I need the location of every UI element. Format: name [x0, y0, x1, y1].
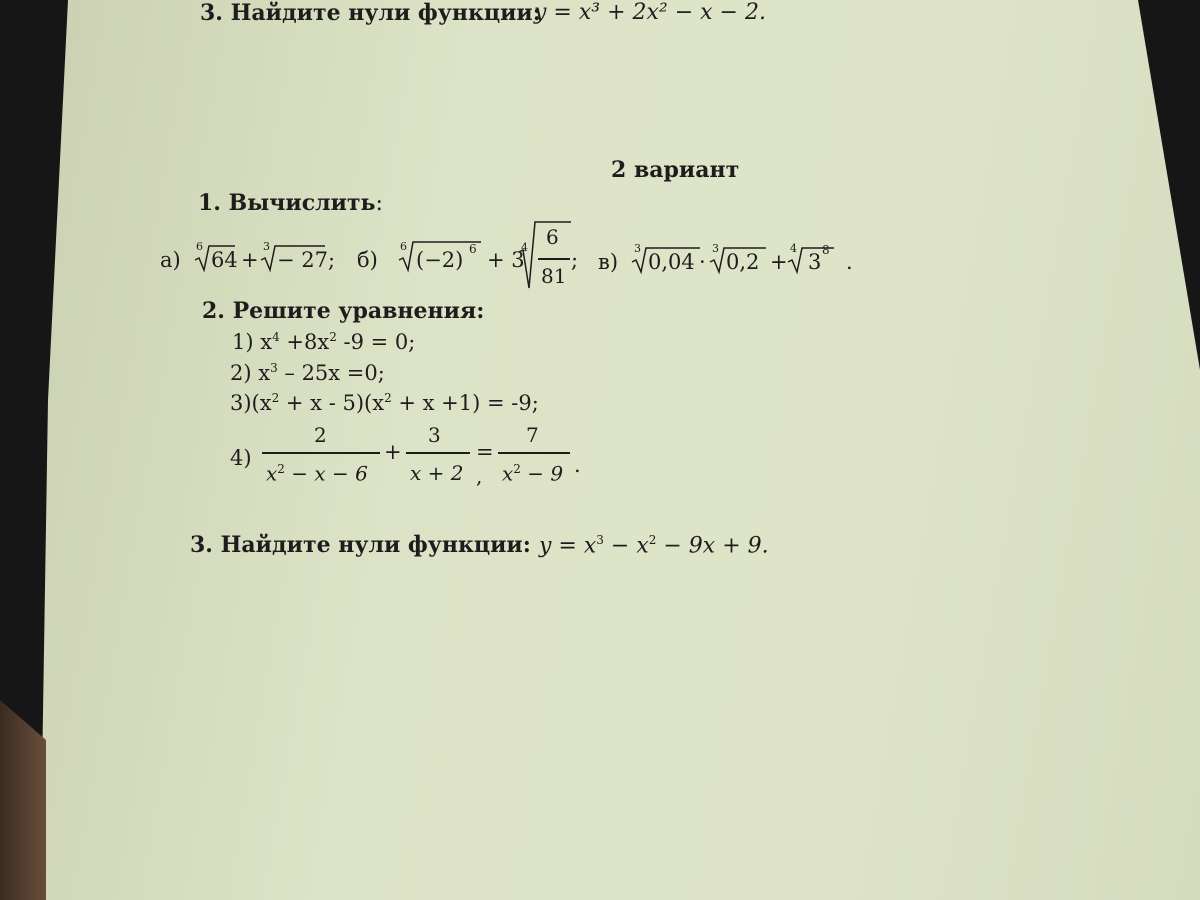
task1-v-plus: +	[770, 250, 788, 274]
top-problem-label: 3. Найдите нули функции:	[200, 0, 541, 26]
task2-heading: 2. Решите уравнения:	[202, 298, 485, 324]
task2-eq4-label: 4)	[230, 446, 252, 470]
task1-a-root2-index: 3	[263, 240, 270, 253]
task1-v-root3-base: 3	[808, 250, 822, 274]
task1-a-root1-index: 6	[196, 240, 203, 253]
top-problem-equation: y = x³ + 2x² − x − 2.	[534, 0, 766, 25]
task1-a-root2-radicand: − 27	[277, 248, 328, 272]
task1-a-root1-radicand: 64	[211, 248, 238, 272]
task1-b-root1-exp: 6	[469, 242, 477, 256]
task1-b-root1-base: (−2)	[416, 248, 464, 272]
variant-title: 2 вариант	[611, 157, 740, 183]
task3-label: 3. Найдите нули функции:	[190, 532, 531, 558]
task2-eq4-eq: =	[476, 440, 494, 464]
task2-eq3: $3)(x^2 + x - 5)(x^2 + x +1) = -9$;	[230, 391, 539, 415]
task1-b-frac-line	[538, 258, 570, 260]
task1-b-label: б)	[357, 248, 378, 272]
task2-eq1: 1) $x^4 +8x^2$ -9 = 0;	[232, 330, 416, 354]
task2-eq4-f1-num: 2	[314, 423, 327, 447]
task1-a-plus: +	[241, 248, 259, 272]
task1-v-dot: ·	[699, 250, 706, 274]
task1-v-root3-exp: 8	[822, 243, 830, 257]
task1-v-root1-radicand: 0,04	[648, 250, 695, 274]
task2-eq4-f1-den: $x^2 - x - 6$	[266, 461, 368, 486]
task1-v-end: .	[846, 250, 853, 274]
hand-at-edge	[0, 700, 46, 900]
task3-equation: $y = x^3 - x^2 - 9x + 9$.	[539, 533, 769, 559]
task1-b-plus: + 3	[487, 248, 525, 272]
task1-b-frac-num: 6	[546, 225, 559, 249]
task2-eq4-plus: +	[384, 440, 402, 464]
task1-v-root3-index: 4	[790, 242, 797, 255]
task2-eq4-f3-den: $x^2 - 9$	[502, 461, 564, 486]
task2-eq4-f3-num: 7	[526, 423, 539, 447]
task2-eq2: 2) $x^3 - 25x =0$;	[230, 361, 385, 385]
task1-heading: 1. Вычислить:	[198, 190, 383, 216]
task2-eq4-end: .	[574, 453, 581, 477]
task1-b-root1-index: 6	[400, 240, 407, 253]
task2-eq4-f3-line	[498, 452, 570, 454]
task1-v-label: в)	[598, 250, 619, 274]
task1-v-root1-index: 3	[634, 242, 641, 255]
task1-a-end: ;	[328, 248, 336, 272]
task1-b-root2-index: 4	[521, 241, 528, 254]
task2-eq4-f2-line	[406, 452, 470, 454]
task2-eq4-comma: ,	[476, 464, 483, 488]
task1-a-label: а)	[160, 248, 181, 272]
task2-eq4-f2-num: 3	[428, 423, 441, 447]
task1-v-root2-index: 3	[712, 242, 719, 255]
task2-eq4-f2-den: x + 2	[410, 461, 464, 485]
task1-b-end: ;	[571, 248, 579, 272]
task1-v-root2-radicand: 0,2	[726, 250, 760, 274]
task2-eq4-f1-line	[262, 452, 380, 454]
task1-b-frac-den: 81	[541, 264, 567, 288]
